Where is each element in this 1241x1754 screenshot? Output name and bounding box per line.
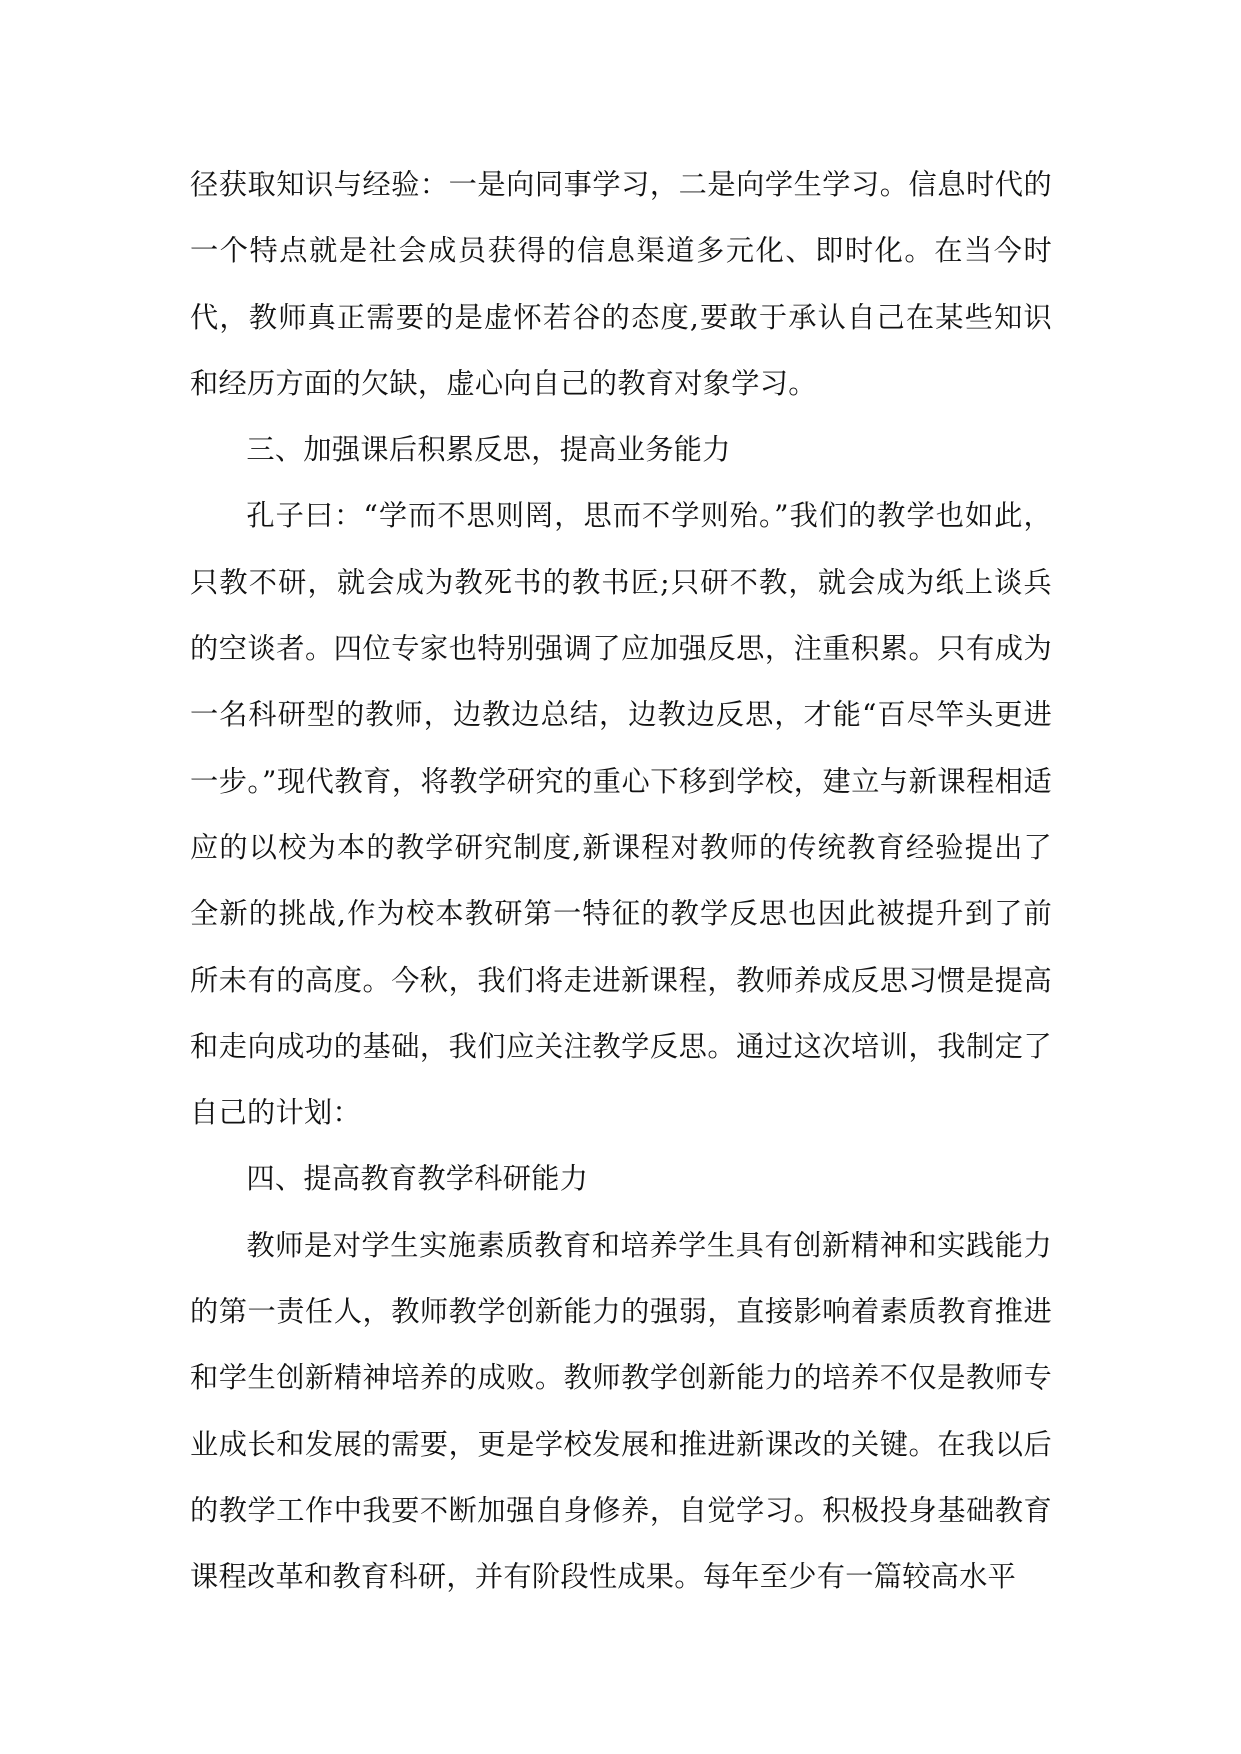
paragraph-learning-sources: 径获取知识与经验：一是向同事学习，二是向学生学习。信息时代的一个特点就是社会成员获得的信息渠道多元化、即时化。在当今时代，教师真正需要的是虚怀若谷的态度,要敢于承认自己在某些知识和经历方面的欠缺，虚心向自己的教育对象学习。 (190, 168, 1052, 400)
document-body (190, 152, 1052, 1611)
heading-section-three: 三、加强课后积累反思，提高业务能力 (246, 433, 731, 467)
heading-section-four: 四、提高教育教学科研能力 (246, 1162, 589, 1196)
paragraph-research-ability: 教师是对学生实施素质教育和培养学生具有创新精神和实践能力的第一责任人，教师教学创新能力的强弱，直接影响着素质教育推进和学生创新精神培养的成败。教师教学创新能力的培养不仅是教师专业成长和发展的需要，更是学校发展和推进新课改的关键。在我以后的教学工作中我要不断加强自身修养，自觉学习。积极投身基础教育课程改革和教育科研，并有阶段性成果。每年至少有一篇较高水平 (190, 1228, 1052, 1594)
paragraph-reflection: 孔子曰：“学而不思则罔，思而不学则殆。”我们的教学也如此，只教不研，就会成为教死书的教书匠;只研不教，就会成为纸上谈兵的空谈者。四位专家也特别强调了应加强反思，注重积累。只有成为一名科研型的教师，边教边总结，边教边反思，才能“百尽竿头更进一步。”现代教育，将教学研究的重心下移到学校，建立与新课程相适应的以校为本的教学研究制度,新课程对教师的传统教育经验提出了全新的挑战,作为校本教研第一特征的教学反思也因此被提升到了前所未有的高度。今秋，我们将走进新课程，教师养成反思习惯是提高和走向成功的基础，我们应关注教学反思。通过这次培训，我制定了自己的计划： (190, 499, 1052, 1130)
